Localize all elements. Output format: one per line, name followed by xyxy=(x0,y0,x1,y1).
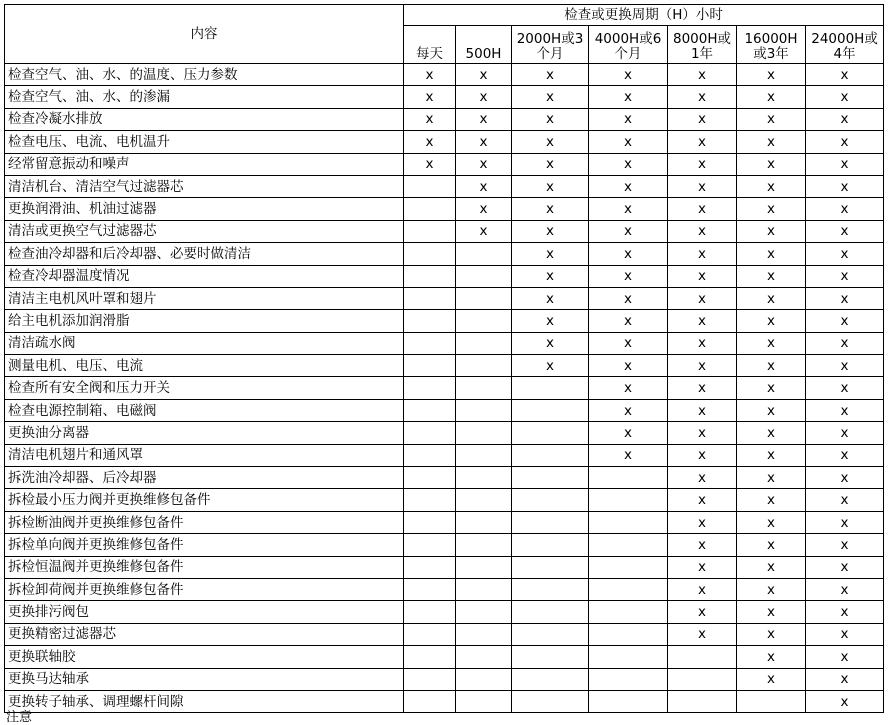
empty-cell xyxy=(512,377,589,399)
check-mark: x xyxy=(668,601,737,623)
table-row xyxy=(5,108,884,130)
check-mark: x xyxy=(806,489,884,511)
maintenance-item: 拆检单向阀并更换维修包备件 xyxy=(5,534,404,556)
check-mark: x xyxy=(806,355,884,377)
check-mark: x xyxy=(737,64,806,86)
interval-header: 500H xyxy=(456,26,512,64)
check-mark: x xyxy=(737,220,806,242)
check-mark: x xyxy=(404,153,456,175)
check-mark: x xyxy=(737,578,806,600)
check-mark: x xyxy=(668,108,737,130)
empty-cell xyxy=(456,489,512,511)
table-row xyxy=(5,623,884,645)
empty-cell xyxy=(404,287,456,309)
check-mark: x xyxy=(512,355,589,377)
check-mark: x xyxy=(806,422,884,444)
empty-cell xyxy=(668,646,737,668)
check-mark: x xyxy=(737,377,806,399)
check-mark: x xyxy=(668,489,737,511)
table-row xyxy=(5,220,884,242)
footer-note: 注意 xyxy=(6,710,33,725)
table-row xyxy=(5,444,884,466)
check-mark: x xyxy=(589,220,668,242)
table-row xyxy=(5,131,884,153)
check-mark: x xyxy=(512,108,589,130)
check-mark: x xyxy=(737,511,806,533)
empty-cell xyxy=(404,175,456,197)
interval-header: 4000H或6 个月 xyxy=(589,26,668,64)
check-mark: x xyxy=(512,310,589,332)
check-mark: x xyxy=(589,86,668,108)
check-mark: x xyxy=(589,422,668,444)
empty-cell xyxy=(404,332,456,354)
check-mark: x xyxy=(806,601,884,623)
check-mark: x xyxy=(456,131,512,153)
empty-cell xyxy=(456,399,512,421)
empty-cell xyxy=(589,623,668,645)
table-row xyxy=(5,556,884,578)
check-mark: x xyxy=(806,310,884,332)
empty-cell xyxy=(456,355,512,377)
check-mark: x xyxy=(737,198,806,220)
table-row xyxy=(5,668,884,690)
check-mark: x xyxy=(668,243,737,265)
check-mark: x xyxy=(737,399,806,421)
check-mark: x xyxy=(737,534,806,556)
empty-cell xyxy=(589,467,668,489)
maintenance-item: 拆检断油阀并更换维修包备件 xyxy=(5,511,404,533)
check-mark: x xyxy=(806,444,884,466)
maintenance-item: 检查空气、油、水、的温度、压力参数 xyxy=(5,64,404,86)
table-row xyxy=(5,511,884,533)
check-mark: x xyxy=(737,332,806,354)
check-mark: x xyxy=(456,108,512,130)
check-mark: x xyxy=(806,646,884,668)
check-mark: x xyxy=(806,131,884,153)
empty-cell xyxy=(512,646,589,668)
table-row xyxy=(5,198,884,220)
table-row xyxy=(5,355,884,377)
maintenance-item: 检查空气、油、水、的渗漏 xyxy=(5,86,404,108)
empty-cell xyxy=(404,623,456,645)
empty-cell xyxy=(404,668,456,690)
maintenance-item: 经常留意振动和噪声 xyxy=(5,153,404,175)
check-mark: x xyxy=(737,108,806,130)
empty-cell xyxy=(404,578,456,600)
table-row xyxy=(5,377,884,399)
check-mark: x xyxy=(512,287,589,309)
table-row xyxy=(5,534,884,556)
check-mark: x xyxy=(806,332,884,354)
maintenance-item: 更换转子轴承、调理螺杆间隙 xyxy=(5,690,404,712)
check-mark: x xyxy=(668,399,737,421)
check-mark: x xyxy=(589,198,668,220)
maintenance-item: 更换油分离器 xyxy=(5,422,404,444)
check-mark: x xyxy=(668,332,737,354)
empty-cell xyxy=(404,399,456,421)
empty-cell xyxy=(668,690,737,712)
check-mark: x xyxy=(668,153,737,175)
check-mark: x xyxy=(668,444,737,466)
check-mark: x xyxy=(589,265,668,287)
maintenance-item: 检查电压、电流、电机温升 xyxy=(5,131,404,153)
empty-cell xyxy=(589,668,668,690)
check-mark: x xyxy=(589,153,668,175)
maintenance-schedule-table xyxy=(4,4,884,713)
maintenance-item: 更换润滑油、机油过滤器 xyxy=(5,198,404,220)
content-column-header: 内容 xyxy=(5,5,404,64)
empty-cell xyxy=(456,265,512,287)
maintenance-item: 清洁主电机风叶罩和翅片 xyxy=(5,287,404,309)
check-mark: x xyxy=(737,265,806,287)
check-mark: x xyxy=(806,64,884,86)
empty-cell xyxy=(589,690,668,712)
check-mark: x xyxy=(456,86,512,108)
check-mark: x xyxy=(404,64,456,86)
check-mark: x xyxy=(512,175,589,197)
empty-cell xyxy=(404,198,456,220)
table-row xyxy=(5,153,884,175)
empty-cell xyxy=(404,646,456,668)
empty-cell xyxy=(404,489,456,511)
empty-cell xyxy=(512,399,589,421)
table-row xyxy=(5,265,884,287)
empty-cell xyxy=(512,556,589,578)
empty-cell xyxy=(456,623,512,645)
empty-cell xyxy=(456,243,512,265)
check-mark: x xyxy=(737,153,806,175)
empty-cell xyxy=(589,511,668,533)
check-mark: x xyxy=(737,175,806,197)
table-row xyxy=(5,578,884,600)
table-row xyxy=(5,175,884,197)
check-mark: x xyxy=(668,511,737,533)
check-mark: x xyxy=(806,668,884,690)
empty-cell xyxy=(589,578,668,600)
check-mark: x xyxy=(806,220,884,242)
maintenance-item: 拆检恒温阀并更换维修包备件 xyxy=(5,556,404,578)
empty-cell xyxy=(589,556,668,578)
check-mark: x xyxy=(512,153,589,175)
check-mark: x xyxy=(737,601,806,623)
table-row xyxy=(5,690,884,712)
check-mark: x xyxy=(737,422,806,444)
check-mark: x xyxy=(668,623,737,645)
empty-cell xyxy=(404,310,456,332)
check-mark: x xyxy=(806,690,884,712)
check-mark: x xyxy=(668,131,737,153)
check-mark: x xyxy=(737,556,806,578)
maintenance-item: 检查所有安全阀和压力开关 xyxy=(5,377,404,399)
check-mark: x xyxy=(806,623,884,645)
check-mark: x xyxy=(589,243,668,265)
empty-cell xyxy=(589,646,668,668)
table-row xyxy=(5,422,884,444)
check-mark: x xyxy=(737,287,806,309)
empty-cell xyxy=(404,556,456,578)
empty-cell xyxy=(589,534,668,556)
empty-cell xyxy=(404,355,456,377)
empty-cell xyxy=(456,511,512,533)
maintenance-item: 更换排污阀包 xyxy=(5,601,404,623)
maintenance-item: 检查冷凝水排放 xyxy=(5,108,404,130)
empty-cell xyxy=(512,668,589,690)
empty-cell xyxy=(404,377,456,399)
check-mark: x xyxy=(589,332,668,354)
check-mark: x xyxy=(404,86,456,108)
check-mark: x xyxy=(806,534,884,556)
maintenance-item: 清洁电机翅片和通风罩 xyxy=(5,444,404,466)
table-row xyxy=(5,64,884,86)
table-row xyxy=(5,399,884,421)
maintenance-item: 拆检最小压力阀并更换维修包备件 xyxy=(5,489,404,511)
maintenance-item: 更换马达轴承 xyxy=(5,668,404,690)
table-row xyxy=(5,646,884,668)
interval-header: 16000H 或3年 xyxy=(737,26,806,64)
check-mark: x xyxy=(737,444,806,466)
check-mark: x xyxy=(456,64,512,86)
check-mark: x xyxy=(589,355,668,377)
empty-cell xyxy=(404,534,456,556)
check-mark: x xyxy=(806,86,884,108)
empty-cell xyxy=(737,690,806,712)
check-mark: x xyxy=(806,153,884,175)
maintenance-item: 检查油冷却器和后冷却器、必要时做清洁 xyxy=(5,243,404,265)
maintenance-item: 清洁机台、清洁空气过滤器芯 xyxy=(5,175,404,197)
empty-cell xyxy=(456,332,512,354)
check-mark: x xyxy=(737,668,806,690)
check-mark: x xyxy=(737,646,806,668)
check-mark: x xyxy=(589,310,668,332)
maintenance-item: 清洁疏水阀 xyxy=(5,332,404,354)
maintenance-item: 拆检卸荷阀并更换维修包备件 xyxy=(5,578,404,600)
check-mark: x xyxy=(806,467,884,489)
empty-cell xyxy=(512,422,589,444)
empty-cell xyxy=(404,601,456,623)
check-mark: x xyxy=(806,578,884,600)
check-mark: x xyxy=(668,64,737,86)
empty-cell xyxy=(404,422,456,444)
check-mark: x xyxy=(668,355,737,377)
maintenance-item: 清洁或更换空气过滤器芯 xyxy=(5,220,404,242)
check-mark: x xyxy=(737,623,806,645)
check-mark: x xyxy=(806,108,884,130)
maintenance-item: 测量电机、电压、电流 xyxy=(5,355,404,377)
empty-cell xyxy=(404,220,456,242)
check-mark: x xyxy=(668,578,737,600)
check-mark: x xyxy=(589,108,668,130)
check-mark: x xyxy=(668,534,737,556)
empty-cell xyxy=(456,422,512,444)
check-mark: x xyxy=(806,399,884,421)
check-mark: x xyxy=(737,86,806,108)
check-mark: x xyxy=(512,220,589,242)
check-mark: x xyxy=(668,198,737,220)
maintenance-item: 更换精密过滤器芯 xyxy=(5,623,404,645)
empty-cell xyxy=(512,444,589,466)
check-mark: x xyxy=(404,108,456,130)
check-mark: x xyxy=(668,310,737,332)
check-mark: x xyxy=(456,153,512,175)
check-mark: x xyxy=(668,220,737,242)
check-mark: x xyxy=(737,355,806,377)
table-row xyxy=(5,489,884,511)
empty-cell xyxy=(668,668,737,690)
check-mark: x xyxy=(404,131,456,153)
table-row xyxy=(5,310,884,332)
check-mark: x xyxy=(589,131,668,153)
empty-cell xyxy=(512,601,589,623)
empty-cell xyxy=(456,444,512,466)
interval-header: 每天 xyxy=(404,26,456,64)
check-mark: x xyxy=(512,332,589,354)
check-mark: x xyxy=(668,377,737,399)
check-mark: x xyxy=(806,287,884,309)
empty-cell xyxy=(589,489,668,511)
check-mark: x xyxy=(668,556,737,578)
check-mark: x xyxy=(589,64,668,86)
maintenance-item: 给主电机添加润滑脂 xyxy=(5,310,404,332)
table-row xyxy=(5,467,884,489)
maintenance-item: 更换联轴胶 xyxy=(5,646,404,668)
check-mark: x xyxy=(589,377,668,399)
interval-header: 2000H或3 个月 xyxy=(512,26,589,64)
period-column-header: 检查或更换周期（H）小时 xyxy=(404,5,884,26)
check-mark: x xyxy=(589,175,668,197)
check-mark: x xyxy=(668,422,737,444)
empty-cell xyxy=(456,690,512,712)
check-mark: x xyxy=(456,220,512,242)
check-mark: x xyxy=(806,377,884,399)
empty-cell xyxy=(404,511,456,533)
table-row xyxy=(5,332,884,354)
empty-cell xyxy=(512,578,589,600)
empty-cell xyxy=(512,467,589,489)
check-mark: x xyxy=(668,265,737,287)
check-mark: x xyxy=(737,310,806,332)
check-mark: x xyxy=(456,175,512,197)
empty-cell xyxy=(589,601,668,623)
empty-cell xyxy=(404,265,456,287)
check-mark: x xyxy=(512,64,589,86)
check-mark: x xyxy=(456,198,512,220)
empty-cell xyxy=(456,646,512,668)
empty-cell xyxy=(404,444,456,466)
empty-cell xyxy=(456,287,512,309)
check-mark: x xyxy=(737,243,806,265)
check-mark: x xyxy=(737,489,806,511)
check-mark: x xyxy=(806,175,884,197)
check-mark: x xyxy=(512,131,589,153)
empty-cell xyxy=(404,243,456,265)
empty-cell xyxy=(512,623,589,645)
table-row xyxy=(5,601,884,623)
empty-cell xyxy=(404,467,456,489)
empty-cell xyxy=(456,534,512,556)
empty-cell xyxy=(512,690,589,712)
empty-cell xyxy=(456,377,512,399)
empty-cell xyxy=(404,690,456,712)
check-mark: x xyxy=(589,287,668,309)
empty-cell xyxy=(456,578,512,600)
check-mark: x xyxy=(806,556,884,578)
check-mark: x xyxy=(512,86,589,108)
table-row xyxy=(5,287,884,309)
maintenance-item: 拆洗油冷却器、后冷却器 xyxy=(5,467,404,489)
check-mark: x xyxy=(806,198,884,220)
empty-cell xyxy=(456,556,512,578)
table-row xyxy=(5,243,884,265)
empty-cell xyxy=(456,601,512,623)
empty-cell xyxy=(456,668,512,690)
check-mark: x xyxy=(668,175,737,197)
interval-header: 8000H或 1年 xyxy=(668,26,737,64)
empty-cell xyxy=(512,534,589,556)
check-mark: x xyxy=(737,467,806,489)
empty-cell xyxy=(512,511,589,533)
empty-cell xyxy=(512,489,589,511)
check-mark: x xyxy=(512,265,589,287)
check-mark: x xyxy=(668,467,737,489)
check-mark: x xyxy=(589,444,668,466)
maintenance-item: 检查电源控制箱、电磁阀 xyxy=(5,399,404,421)
check-mark: x xyxy=(806,243,884,265)
interval-header: 24000H或 4年 xyxy=(806,26,884,64)
table-row xyxy=(5,86,884,108)
check-mark: x xyxy=(668,86,737,108)
check-mark: x xyxy=(512,243,589,265)
maintenance-item: 检查冷却器温度情况 xyxy=(5,265,404,287)
check-mark: x xyxy=(737,131,806,153)
check-mark: x xyxy=(806,265,884,287)
check-mark: x xyxy=(589,399,668,421)
check-mark: x xyxy=(512,198,589,220)
check-mark: x xyxy=(806,511,884,533)
empty-cell xyxy=(456,310,512,332)
check-mark: x xyxy=(668,287,737,309)
empty-cell xyxy=(456,467,512,489)
